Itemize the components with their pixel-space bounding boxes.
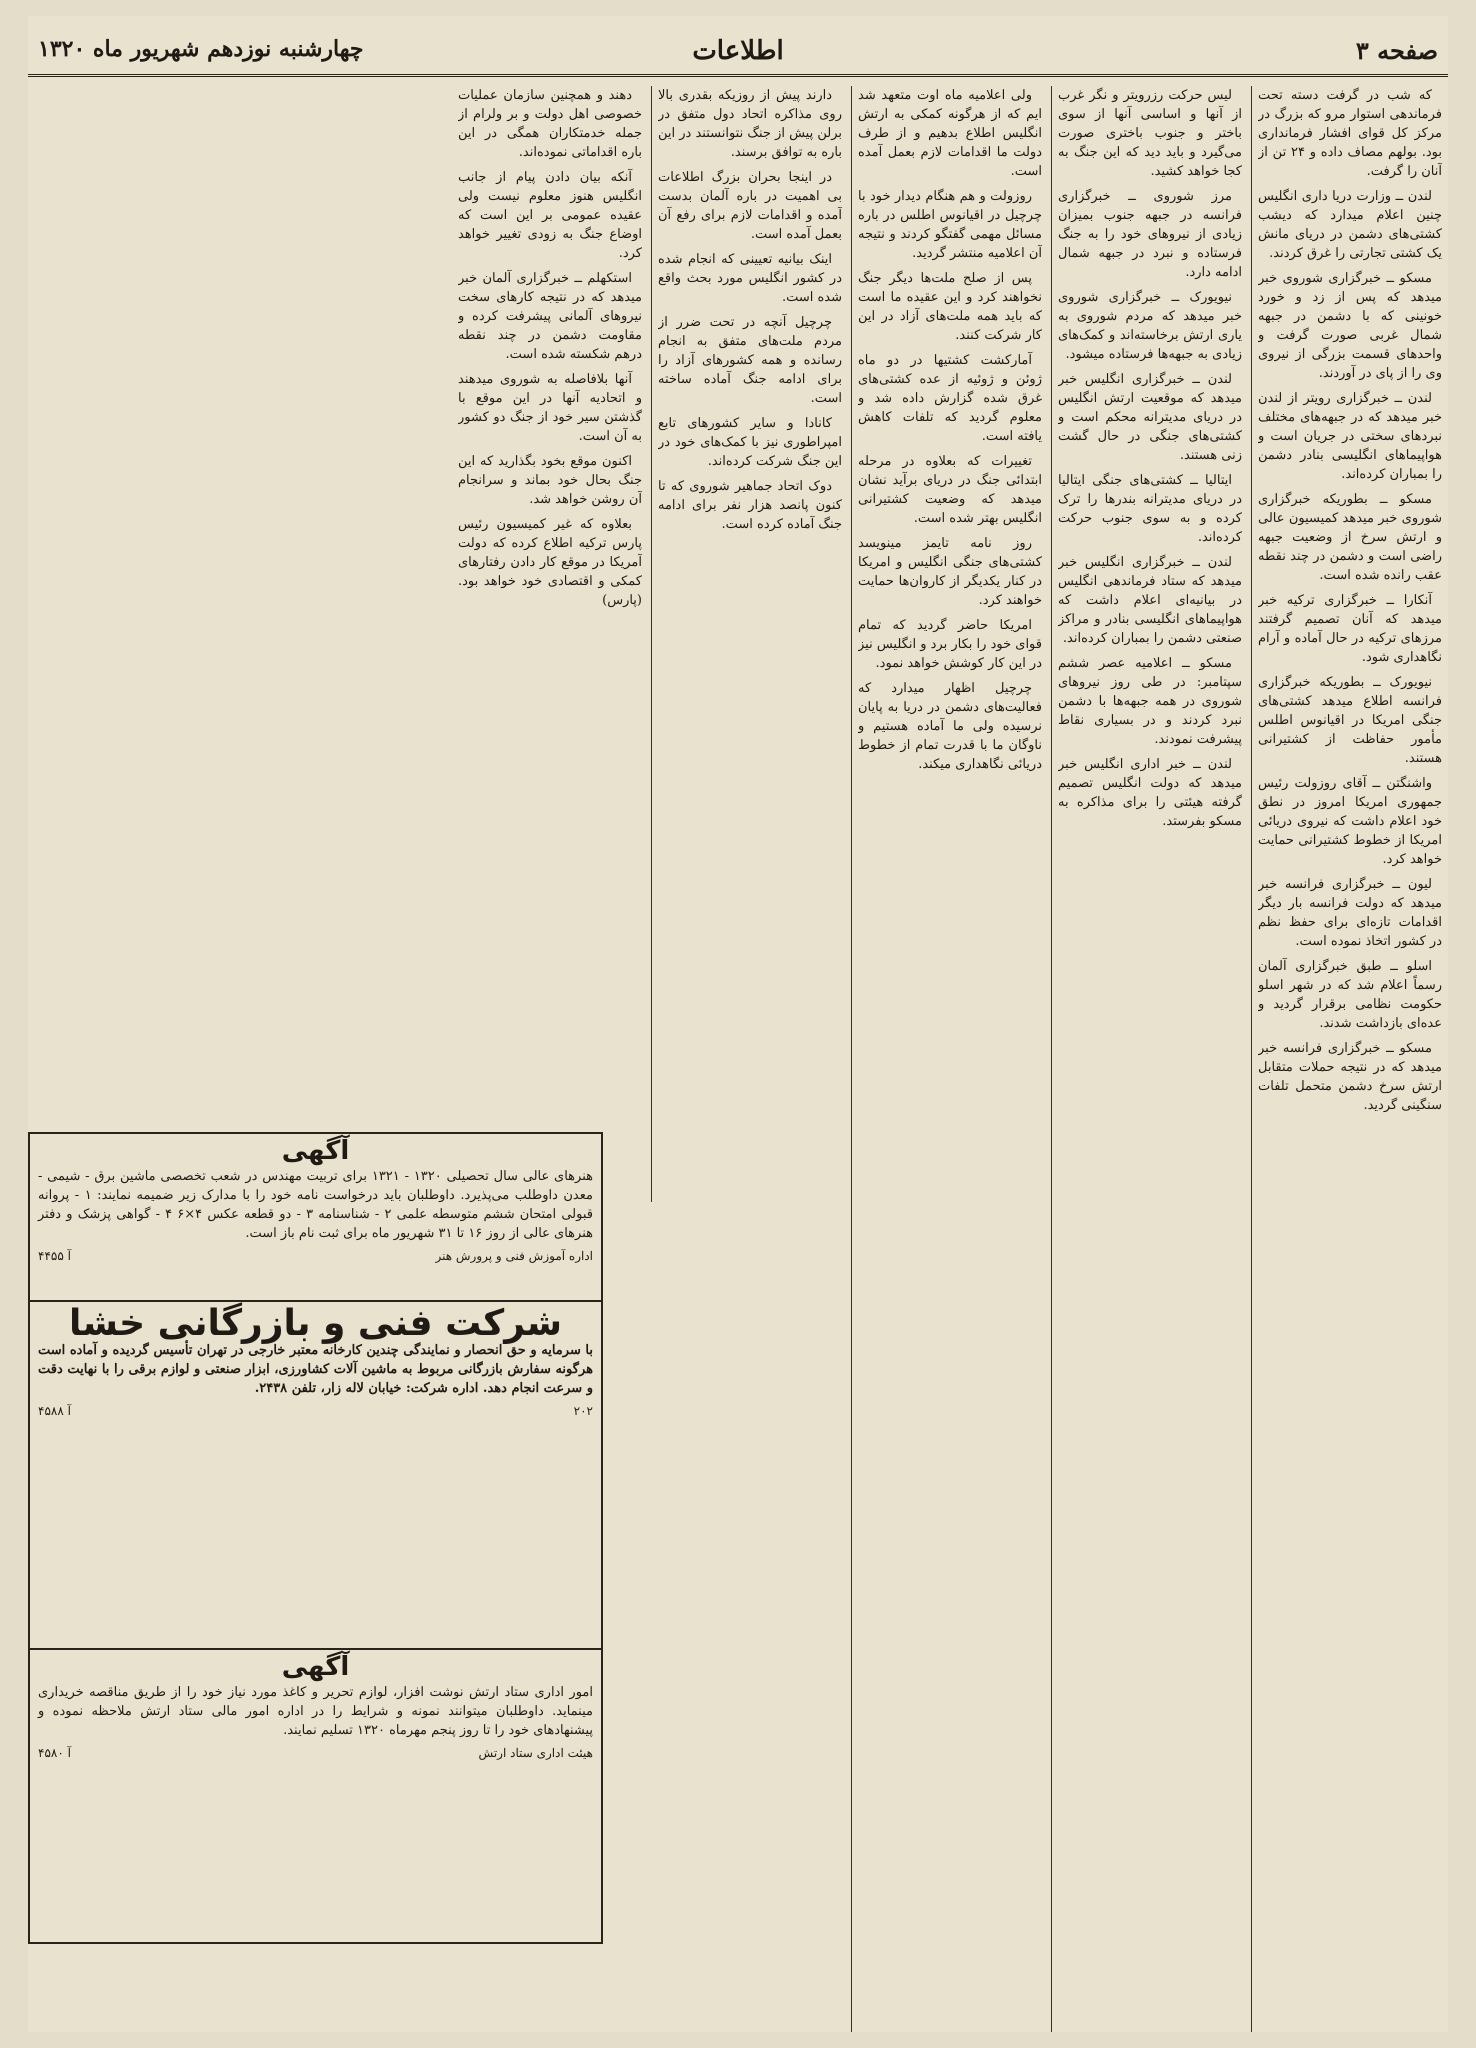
column-rule: [851, 86, 852, 2032]
news-paragraph: آنکارا ــ خبرگزاری ترکیه خبر میدهد که آنان تصمیم گرفتند مرزهای ترکیه در حال آماده و آرام نگاهداری شود.: [1258, 593, 1442, 665]
ad-title: آگهی: [281, 1136, 350, 1166]
advertisements-area: [28, 1132, 603, 2032]
issue-date: چهارشنبه نوزدهم شهریور ماه ۱۳۲۰: [38, 36, 364, 62]
news-paragraph: ولی اعلامیه ماه اوت متعهد شد ایم که از هرگونه کمکی به ارتش انگلیس اطلاع بدهیم و از طرف دولت ما اقدامات لازم بعمل آمده است.: [858, 88, 1042, 179]
news-paragraph: لندن ــ خبرگزاری انگلیس خبر میدهد که ستاد فرماندهی انگلیس در بیانیه‌ای اعلام داشت که هواپیماهای انگلیسی بنادر و مراکز صنعتی دشمن را بمباران کرده‌اند.: [1058, 555, 1242, 646]
news-paragraph: مسکو ــ بطوریکه خبرگزاری شوروی خبر میدهد کمیسیون عالی و ارتش سرخ از وضعیت جبهه راضی است و دشمن در چند نقطه عقب رانده شده است.: [1258, 492, 1442, 583]
ad-footer-code: آ ۴۵۸۰: [38, 1746, 71, 1760]
ad-footer-code: آ ۴۴۵۵: [38, 1249, 71, 1263]
news-paragraph: بعلاوه که غیر کمیسیون رئیس پارس ترکیه اطلاع کرده که دولت آمریکا در موقع کار دادن رفتارهای کمکی و اقتصادی خود خواهد بود. (پارس): [458, 517, 642, 608]
news-paragraph: لیس حرکت رزرویتر و نگر غرب از آنها و اساسی آنها از سوی باختر و جنوب باختری صورت می‌گیرد و باید دید که این جنگ به کجا خواهد کشید.: [1058, 88, 1242, 179]
news-paragraph: اکنون موقع بخود بگذارید که این جنگ بحال خود بماند و سرانجام آن روشن خواهد شد.: [458, 454, 642, 507]
news-paragraph: آمارکشت کشتیها در دو ماه ژوئن و ژوئیه از عده کشتی‌های غرق شده گزارش داده شد و معلوم گردید که تلفات کاهش یافته است.: [858, 353, 1042, 444]
news-paragraph: لندن ــ خبرگزاری رویتر از لندن خبر میدهد که در جبهه‌های مختلف نبردهای سختی در جریان است و هواپیماهای انگلیسی بنادر دشمن را بمباران کرده‌اند.: [1258, 391, 1442, 482]
news-paragraph: روزولت و هم هنگام دیدار خود با چرچیل در اقیانوس اطلس در باره مسائل مهمی گفتگو کردند و نتیجه آن اعلامیه منتشر گردید.: [858, 189, 1042, 261]
news-paragraph: مسکو ــ خبرگزاری شوروی خبر میدهد که پس از زد و خورد خونینی که با دشمن در جبهه شمال غربی صورت گرفت و واحدهای قسمت بزرگی از نیروی وی را از پای در آوردند.: [1258, 271, 1442, 381]
ad-body: امور اداری ستاد ارتش نوشت افزار، لوازم تحریر و کاغذ مورد نیاز خود را از طریق مناقصه خریداری مینماید. داوطلبان میتوانند نمونه و شرایط را در اداره امور مالی ستاد ارتش ملاحظه نموده و پیشنهادهای خود را تا روز پنجم مهرماه ۱۳۲۰ تسلیم نمایند.: [38, 1685, 593, 1738]
ad-army-staff: [28, 1648, 603, 1944]
news-paragraph: چرچیل آنچه در تحت ضرر از مردم ملت‌های متفق به انجام رسانده و همه کشورهای آزاد را برای ادامه جنگ آماده ساخته است.: [658, 315, 842, 406]
news-paragraph: مسکو ــ خبرگزاری فرانسه خبر میدهد که در نتیجه حملات متقابل ارتش سرخ دشمن متحمل تلفات سنگینی گردید.: [1258, 1041, 1442, 1113]
news-paragraph: دهند و همچنین سازمان عملیات خصوصی اهل دولت و بر ولرام از جمله خدمتکاران همگی در این باره اقداماتی نموده‌اند.: [458, 88, 642, 160]
column-rule: [1251, 86, 1252, 2032]
column-rule: [651, 86, 652, 1202]
news-paragraph: اسلو ــ طبق خبرگزاری آلمان رسماً اعلام شد که در شهر اسلو حکومت نظامی برقرار گردید و عده‌ای بازداشت شدند.: [1258, 959, 1442, 1031]
ad-title: شرکت فنی و بازرگانی خشا: [68, 1303, 562, 1344]
news-paragraph: مسکو ــ اعلامیه عصر ششم سپتامبر: در طی روز نیروهای شوروی در همه جبهه‌ها با دشمن نبرد کردند و در بسیاری نقاط پیشرفت نمودند.: [1058, 656, 1242, 747]
ad-footer: [38, 1744, 593, 1763]
news-paragraph: امریکا حاضر گردید که تمام قوای خود را بکار برد و انگلیس نیز در این کار کوشش خواهد نمود.: [858, 618, 1042, 671]
column-3: [858, 86, 1042, 2032]
news-paragraph: دارند پیش از روزیکه بقدری بالا روی مذاکره اتحاد دول متفق در برلن پیش از جنگ نتوانستند در این باره به توافق برسند.: [658, 88, 842, 160]
news-paragraph: کانادا و سایر کشورهای تابع امپراطوری نیز با کمک‌های خود در این جنگ شرکت کرده‌اند.: [658, 416, 842, 469]
column-1: [1258, 86, 1442, 2032]
column-5: [458, 86, 642, 1202]
news-paragraph: روز نامه تایمز مینویسد کشتی‌های جنگی انگلیس و امریکا در کنار یکدیگر از کاروان‌ها حمایت خواهند کرد.: [858, 536, 1042, 608]
news-paragraph: پس از صلح ملت‌ها دیگر جنگ نخواهند کرد و این عقیده ما است که باید همه ملت‌های آزاد در این کار شرکت کنند.: [858, 271, 1042, 343]
column-rule: [1051, 86, 1052, 2032]
news-paragraph: دوک اتحاد جماهیر شوروی که تا کنون پانصد هزار نفر برای ادامه جنگ آماده کرده است.: [658, 479, 842, 532]
ad-footer: [38, 1247, 593, 1266]
masthead: [28, 16, 1448, 77]
news-paragraph: تغییرات که بعلاوه در مرحله ابتدائی جنگ در دریای برآید نشان میدهد که وضعیت کشتیرانی انگلیس بهتر شده است.: [858, 454, 1042, 526]
ad-footer-signature: ۲۰۲: [573, 1404, 593, 1418]
page-number: صفحه ۳: [1355, 36, 1438, 65]
news-paragraph: ایتالیا ــ کشتی‌های جنگی ایتالیا در دریای مدیترانه بندرها را ترک کرده و به سوی جنوب حرکت کرده‌اند.: [1058, 473, 1242, 545]
column-2: [1058, 86, 1242, 2032]
news-paragraph: آنها بلافاصله به شوروی میدهند و اتحادیه آنها در این موقع با گذشتن سیر خود از جنگ دو کشور به آن است.: [458, 372, 642, 444]
ad-body: با سرمایه و حق انحصار و نمایندگی چندین کارخانه معتبر خارجی در تهران تأسیس گردیده و آماده است هرگونه سفارش بازرگانی مربوط به ماشین آلات کشاورزی، ابزار صنعتی و لوازم برقی را با نهایت دقت و سرعت انجام دهد. اداره شرکت: خیابان لاله زار، تلفن ۲۴۳۸.: [38, 1343, 593, 1396]
ad-body: هنرهای عالی سال تحصیلی ۱۳۲۰ - ۱۳۲۱ برای تربیت مهندس در شعب تخصصی ماشین برق - شیمی - معدن داوطلب می‌پذیرد. داوطلبان باید درخواست نامه خود را با مدارک زیر ضمیمه نمایند: ۱ - پروانه قبولی امتحان ششم متوسطه علمی ۲ - شناسنامه ۳ - دو قطعه عکس ۴×۶ ۴ - گواهی پزشک و دفتر هنرهای عالی از روز ۱۶ تا ۳۱ شهریور ماه برای ثبت نام باز است.: [38, 1169, 593, 1241]
ad-footer: [38, 1402, 593, 1421]
ad-footer-code: آ ۴۵۸۸: [38, 1404, 71, 1418]
news-paragraph: نیویورک ــ خبرگزاری شوروی خبر میدهد که مردم شوروی به یاری ارتش برخاسته‌اند و کمک‌های زیادی به جبهه‌ها فرستاده میشود.: [1058, 290, 1242, 362]
news-paragraph: لندن ــ خبر اداری انگلیس خبر میدهد که دولت انگلیس تصمیم گرفته هیئتی را برای مذاکره به مسکو بفرستد.: [1058, 757, 1242, 829]
newspaper-page: [28, 16, 1448, 2032]
news-paragraph: که شب در گرفت دسته تحت فرماندهی استوار مرو که بزرگ در مرکز کل قوای افشار فرمانداری بود. بولهم مصاف داده و ۲۴ تن از آنان را گرفت.: [1258, 88, 1442, 179]
ad-footer-signature: هیئت اداری ستاد ارتش: [478, 1746, 593, 1760]
news-paragraph: اینک بیانیه تعیینی که انجام شده در کشور انگلیس مورد بحث واقع شده است.: [658, 252, 842, 305]
news-paragraph: نیویورک ــ بطوریکه خبرگزاری فرانسه اطلاع میدهد کشتی‌های جنگی امریکا در اقیانوس اطلس مأمور حفاظت از کشتیرانی هستند.: [1258, 675, 1442, 766]
news-paragraph: در اینجا بحران بزرگ اطلاعات بی اهمیت در باره آلمان بدست آمده و اقدامات لازم برای رفع آن بعمل آمده است.: [658, 170, 842, 242]
news-paragraph: آنکه بیان دادن پیام از جانب انگلیس هنوز معلوم نیست ولی عقیده عمومی بر این است که اوضاع جنگ به زودی تغییر خواهد کرد.: [458, 170, 642, 261]
news-paragraph: لندن ــ خبرگزاری انگلیس خبر میدهد که موقعیت ارتش انگلیس در دریای مدیترانه محکم است و کشتی‌های جنگی در حال گشت زنی هستند.: [1058, 372, 1242, 463]
news-paragraph: لیون ــ خبرگزاری فرانسه خبر میدهد که دولت فرانسه بار دیگر اقدامات تازه‌ای برای حفظ نظم در کشور اتخاذ نموده است.: [1258, 877, 1442, 949]
ad-title: آگهی: [281, 1652, 350, 1682]
ad-footer-signature: اداره آموزش فنی و پرورش هنر: [435, 1249, 593, 1263]
ad-khosha-company: [28, 1300, 603, 1650]
ad-technical-school: [28, 1132, 603, 1302]
news-paragraph: لندن ــ وزارت دریا داری انگلیس چنین اعلام میدارد که دیشب کشتی‌های دشمن در دریای مانش یک کشتی تجارتی را غرق کردند.: [1258, 189, 1442, 261]
paper-name: اطلاعات: [692, 36, 784, 66]
news-paragraph: مرز شوروی ــ خبرگزاری فرانسه در جبهه جنوب بمیزان زیادی از نیروهای خود را به جنگ فرستاده و نبرد در جبهه شمال ادامه دارد.: [1058, 189, 1242, 280]
news-paragraph: استکهلم ــ خبرگزاری آلمان خبر میدهد که در نتیجه کارهای سخت نیروهای آلمانی پیشرفت کرده و مقاومت دشمن در چند نقطه درهم شکسته شده است.: [458, 271, 642, 362]
column-4: [658, 86, 842, 1202]
news-paragraph: چرچیل اظهار میدارد که فعالیت‌های دشمن در دریا به پایان نرسیده ولی ما آماده هستیم و ناوگان ما با قدرت تمام از خطوط دریائی نگاهداری میکند.: [858, 681, 1042, 772]
news-paragraph: واشنگتن ــ آقای روزولت رئیس جمهوری امریکا امروز در نطق خود اعلام داشت که نیروی دریائی امریکا از خطوط کشتیرانی حمایت خواهد کرد.: [1258, 776, 1442, 867]
